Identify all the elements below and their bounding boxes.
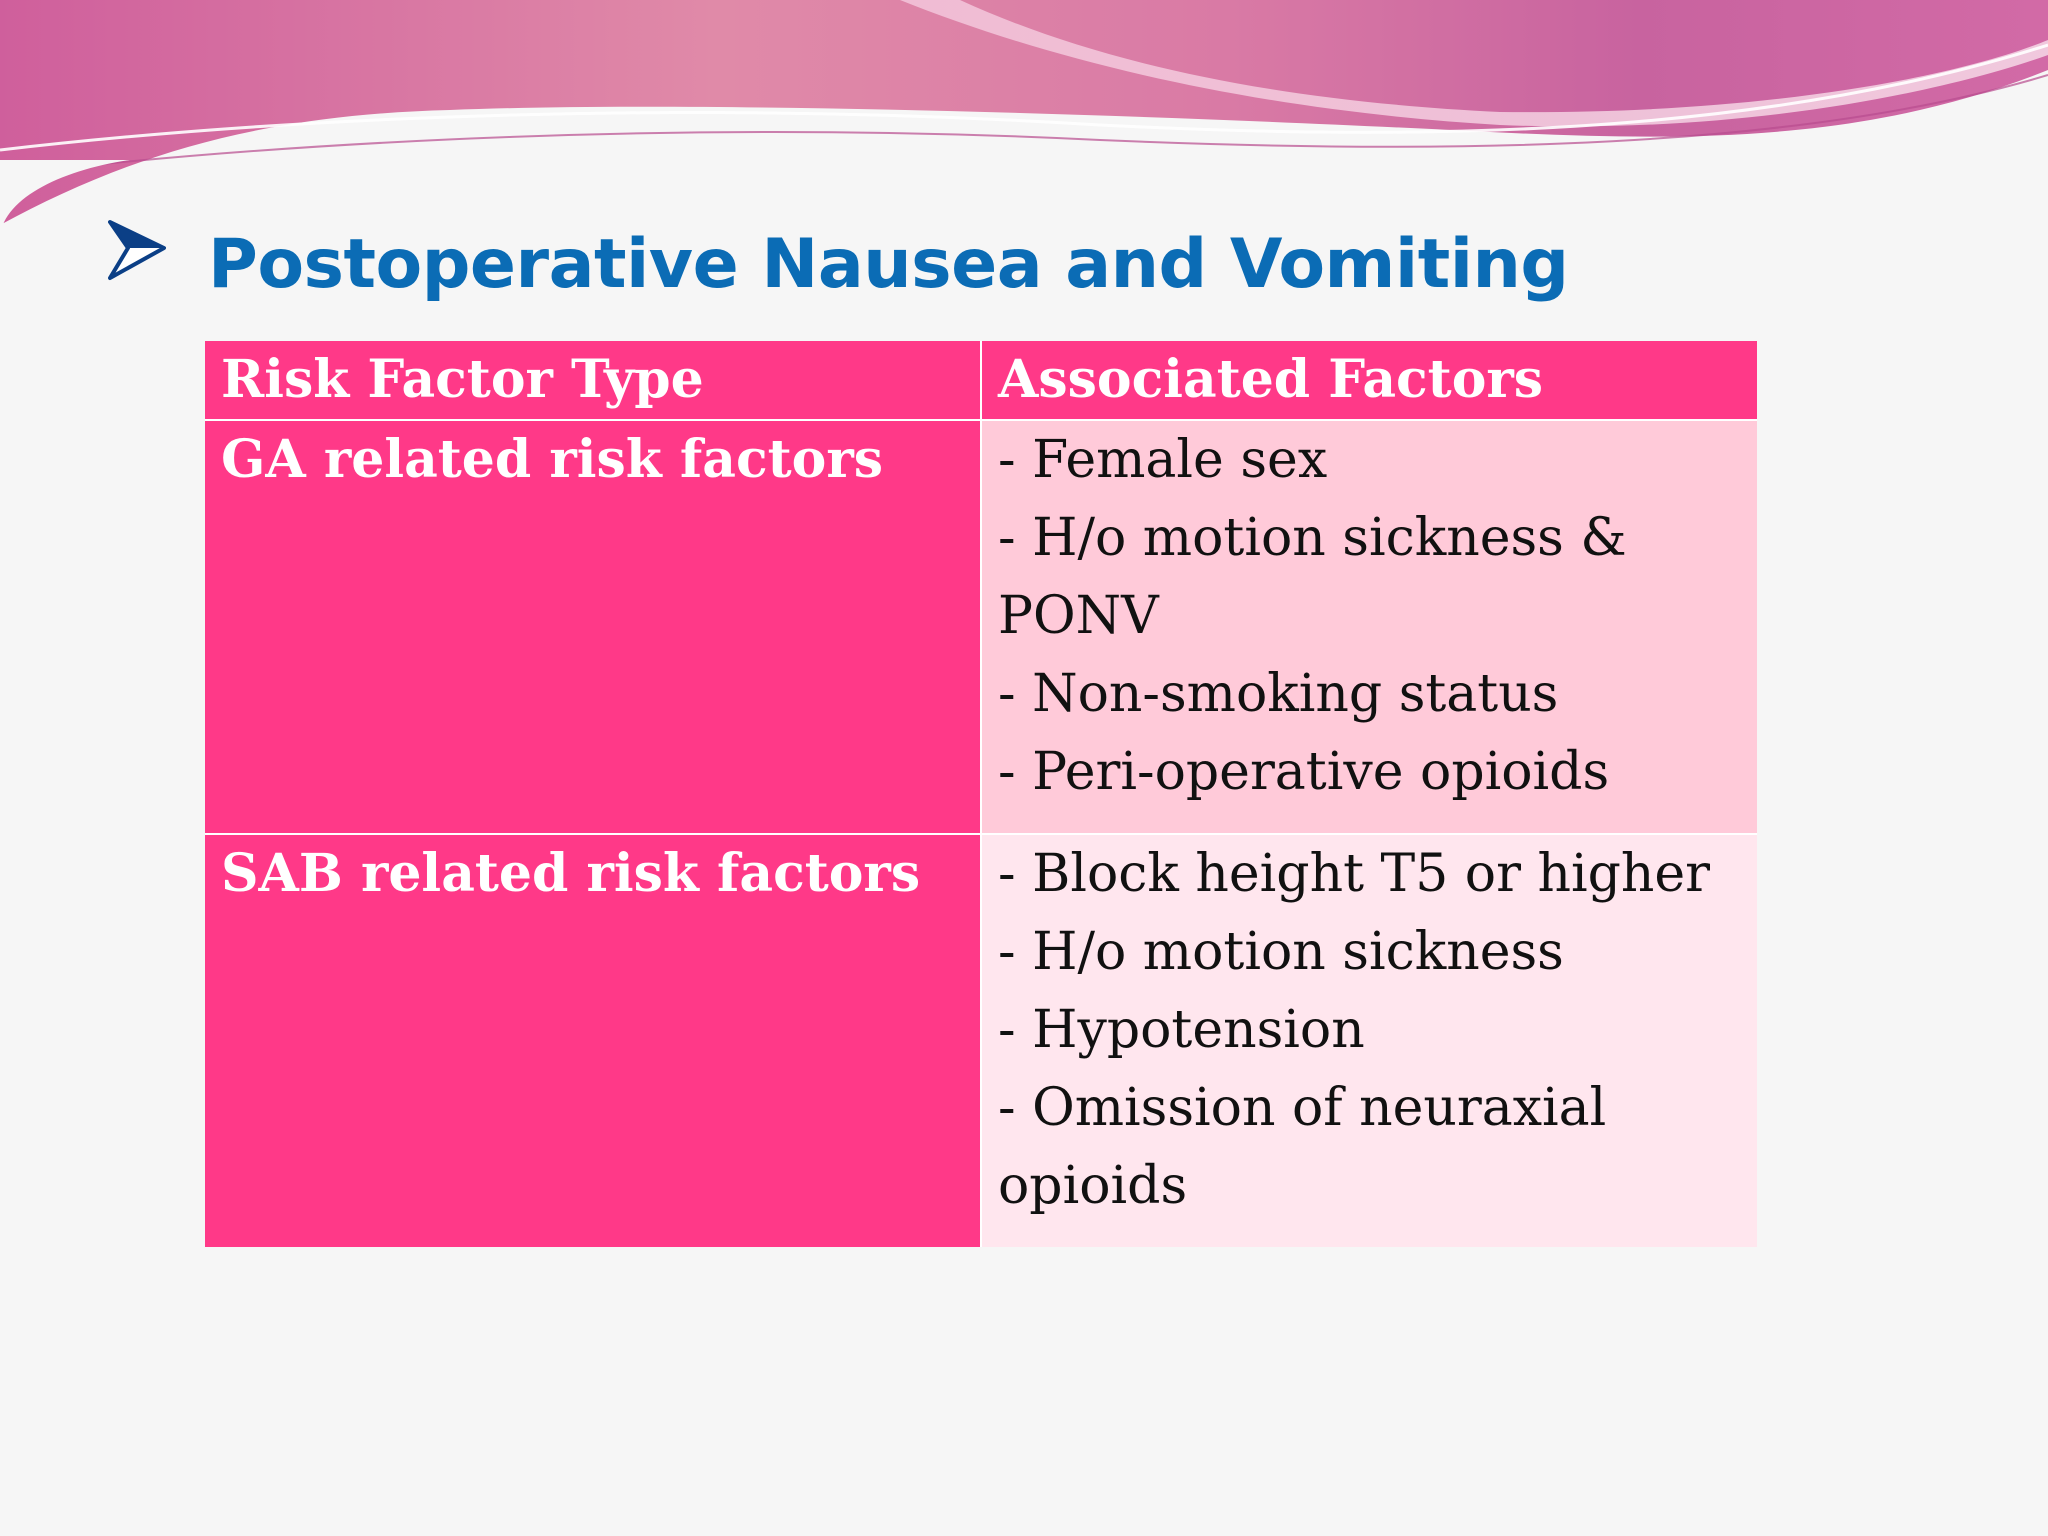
risk-type-cell: GA related risk factors [205, 420, 981, 834]
factor-item: - Female sex [998, 430, 1328, 490]
table-row [205, 834, 1757, 1247]
slide-title: Postoperative Nausea and Vomiting [208, 225, 1569, 304]
risk-factor-table [205, 341, 1757, 1247]
risk-type-cell: SAB related risk factors [205, 834, 981, 1247]
table-header-row [205, 341, 1757, 420]
table-row [205, 420, 1757, 834]
factor-item: - Hypotension [998, 1000, 1365, 1060]
header-risk-factor-type: Risk Factor Type [205, 341, 981, 420]
arrow-bullet-icon [108, 218, 166, 282]
factor-item: - Omission of neuraxial opioids [998, 1078, 1607, 1216]
factor-item: - Non-smoking status [998, 664, 1559, 724]
associated-factors-cell [981, 420, 1757, 834]
header-wave-decoration [0, 0, 2048, 240]
factor-item: - Block height T5 or higher [998, 844, 1711, 904]
factor-item: - Peri-operative opioids [998, 742, 1610, 802]
factor-item: - H/o motion sickness & PONV [998, 508, 1627, 646]
header-associated-factors: Associated Factors [981, 341, 1757, 420]
factor-item: - H/o motion sickness [998, 922, 1564, 982]
associated-factors-cell [981, 834, 1757, 1247]
